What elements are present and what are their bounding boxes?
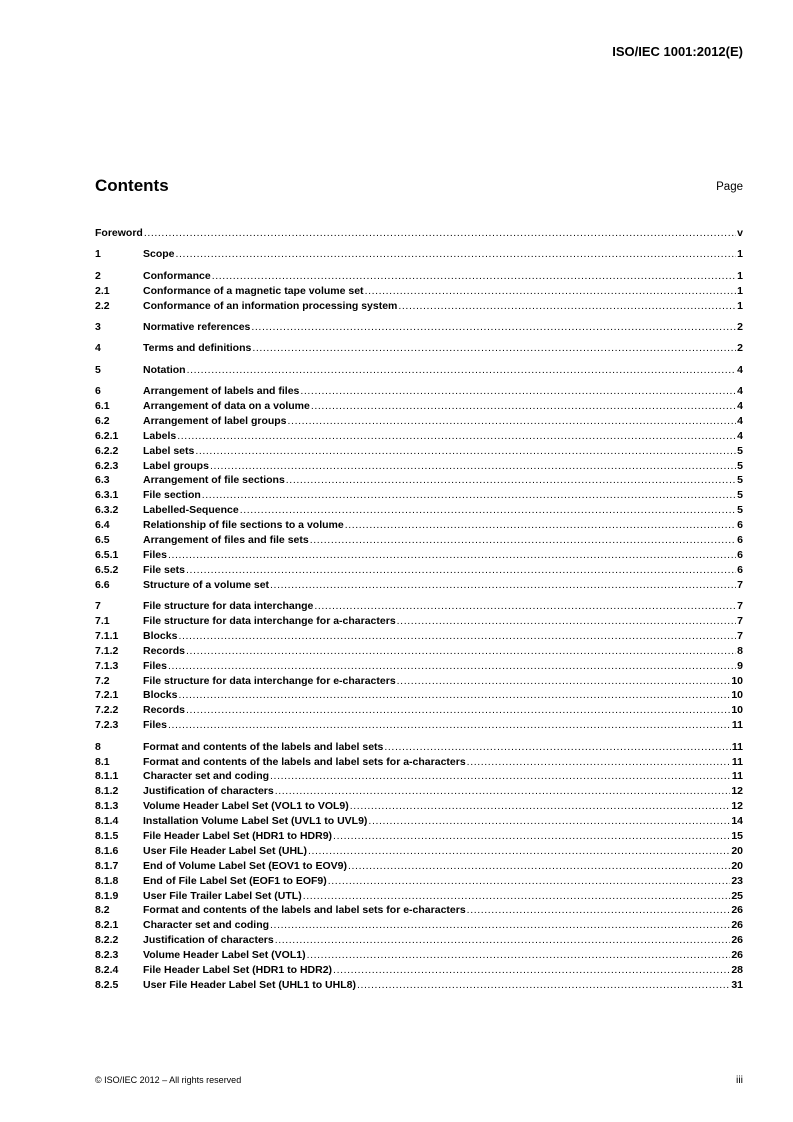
toc-entry[interactable]	[95, 755, 743, 770]
toc-entry-title: File Header Label Set (HDR1 to HDR2)	[143, 963, 333, 976]
toc-dot-leader	[467, 903, 731, 918]
toc-entry-number: 8	[95, 740, 101, 753]
toc-entry[interactable]	[95, 629, 743, 644]
toc-dot-leader	[397, 614, 737, 629]
toc-entry-title: Blocks	[143, 629, 178, 642]
toc-dot-leader	[168, 548, 736, 563]
toc-entry-page: 26	[731, 904, 743, 917]
toc-dot-leader	[368, 814, 730, 829]
toc-entry-page: 8	[737, 644, 743, 657]
toc-entry-title: Format and contents of the labels and label sets for e-characters	[143, 904, 466, 917]
toc-entry-page: 5	[737, 444, 743, 457]
toc-entry-title: Volume Header Label Set (VOL1 to VOL9)	[143, 800, 349, 813]
toc-dot-leader	[144, 226, 736, 241]
toc-entry-page: 4	[737, 429, 743, 442]
toc-entry[interactable]	[95, 718, 743, 733]
toc-entry[interactable]	[95, 459, 743, 474]
toc-entry-number: 7.1.1	[95, 629, 119, 642]
toc-entry-page: 4	[737, 385, 743, 398]
toc-entry-number: 6.3.1	[95, 489, 119, 502]
toc-entry-page: 20	[731, 859, 743, 872]
toc-entry-number: 8.2.5	[95, 978, 119, 991]
toc-entry-number: 8.1.8	[95, 874, 119, 887]
toc-entry-title: Character set and coding	[143, 770, 270, 783]
toc-entry-page: 28	[731, 963, 743, 976]
toc-dot-leader	[397, 674, 731, 689]
toc-entry-title: File structure for data interchange for a-characters	[143, 614, 396, 627]
toc-entry-number: 1	[95, 248, 101, 261]
toc-entry-title: File sets	[143, 563, 186, 576]
toc-dot-leader	[270, 578, 736, 593]
toc-entry-page: 2	[737, 320, 743, 333]
toc-entry[interactable]	[95, 299, 743, 314]
toc-entry-page: 23	[731, 874, 743, 887]
toc-entry-number: 2.1	[95, 284, 110, 297]
toc-entry-number: 7.1.3	[95, 659, 119, 672]
toc-entry-number: 8.2.2	[95, 934, 119, 947]
toc-entry-title: Label groups	[143, 459, 209, 472]
toc-dot-leader	[195, 444, 736, 459]
toc-entry[interactable]	[95, 948, 743, 963]
toc-entry[interactable]	[95, 674, 743, 689]
toc-dot-leader	[168, 718, 731, 733]
toc-dot-leader	[328, 874, 731, 889]
toc-entry-number: 6.6	[95, 578, 110, 591]
toc-entry-title: End of Volume Label Set (EOV1 to EOV9)	[143, 859, 348, 872]
toc-entry-number: 8.1.3	[95, 800, 119, 813]
page-column-label: Page	[716, 181, 743, 193]
toc-entry-number: 6.3	[95, 474, 110, 487]
toc-entry-page: 1	[737, 284, 743, 297]
toc-entry[interactable]	[95, 341, 743, 356]
toc-entry-page: 6	[737, 519, 743, 532]
toc-entry[interactable]	[95, 284, 743, 299]
toc-entry[interactable]	[95, 320, 743, 335]
toc-dot-leader	[345, 518, 736, 533]
toc-entry-number: 6.5.2	[95, 563, 119, 576]
toc-dot-leader	[308, 844, 730, 859]
toc-dot-leader	[187, 363, 737, 378]
toc-dot-leader	[202, 488, 736, 503]
toc-entry-number: 2.2	[95, 299, 110, 312]
toc-entry-title: Records	[143, 704, 186, 717]
toc-entry-title: Labelled-Sequence	[143, 504, 239, 517]
toc-entry-page: 9	[737, 659, 743, 672]
toc-entry[interactable]	[95, 533, 743, 548]
toc-entry-title: Conformance	[143, 269, 211, 282]
toc-entry[interactable]	[95, 644, 743, 659]
toc-dot-leader	[270, 918, 730, 933]
toc-entry-title: Character set and coding	[143, 919, 270, 932]
toc-entry-page: 5	[737, 459, 743, 472]
toc-entry-title: Format and contents of the labels and label sets for a-characters	[143, 755, 466, 768]
toc-entry-page: 26	[731, 919, 743, 932]
toc-entry[interactable]	[95, 688, 743, 703]
toc-entry-page: 1	[737, 269, 743, 282]
toc-entry[interactable]	[95, 548, 743, 563]
toc-entry-number: 3	[95, 320, 101, 333]
toc-entry-number: 7.2.3	[95, 719, 119, 732]
toc-dot-leader	[286, 473, 736, 488]
toc-entry-page: 26	[731, 934, 743, 947]
toc-entry[interactable]	[95, 563, 743, 578]
toc-entry[interactable]	[95, 784, 743, 799]
toc-entry-page: 12	[731, 800, 743, 813]
toc-entry[interactable]	[95, 889, 743, 904]
toc-entry[interactable]	[95, 363, 743, 378]
toc-entry-number: 6.2	[95, 414, 110, 427]
toc-entry[interactable]	[95, 578, 743, 593]
toc-dot-leader	[303, 889, 731, 904]
toc-dot-leader	[275, 933, 731, 948]
toc-entry-number: 8.2.4	[95, 963, 119, 976]
toc-entry-page: 11	[731, 770, 743, 783]
toc-dot-leader	[240, 503, 736, 518]
toc-entry-number: 7.2.2	[95, 704, 119, 717]
toc-entry-title: Structure of a volume set	[143, 578, 270, 591]
toc-entry-number: 4	[95, 342, 101, 355]
toc-entry-number: 6.2.3	[95, 459, 119, 472]
toc-entry-page: 4	[737, 400, 743, 413]
copyright-footer: © ISO/IEC 2012 – All rights reserved	[95, 1075, 242, 1085]
toc-entry[interactable]	[95, 814, 743, 829]
toc-entry-title: Foreword	[95, 227, 143, 239]
toc-entry[interactable]	[95, 874, 743, 889]
contents-title: Contents	[95, 176, 169, 195]
toc-entry-page: v	[737, 227, 743, 239]
toc-dot-leader	[270, 769, 731, 784]
toc-dot-leader	[314, 599, 736, 614]
toc-dot-leader	[176, 247, 737, 262]
toc-entry[interactable]	[95, 978, 743, 993]
toc-entry[interactable]	[95, 599, 743, 614]
toc-entry-page: 6	[737, 548, 743, 561]
toc-entry-title: Conformance of an information processing system	[143, 299, 398, 312]
toc-entry-page: 12	[731, 785, 743, 798]
toc-dot-leader	[398, 299, 736, 314]
toc-dot-leader	[212, 269, 736, 284]
document-id-header: ISO/IEC 1001:2012(E)	[612, 44, 743, 59]
toc-entry-number: 2	[95, 269, 101, 282]
toc-dot-leader	[210, 459, 736, 474]
toc-entry-page: 14	[731, 815, 743, 828]
toc-entry-number: 8.2.1	[95, 919, 119, 932]
toc-entry-page: 6	[737, 534, 743, 547]
toc-entry-page: 7	[737, 614, 743, 627]
toc-entry-number: 8.1.6	[95, 844, 119, 857]
toc-dot-leader	[333, 829, 730, 844]
toc-entry-page: 10	[731, 689, 743, 702]
toc-entry[interactable]	[95, 859, 743, 874]
toc-entry-page: 1	[737, 248, 743, 261]
toc-entry[interactable]	[95, 703, 743, 718]
toc-dot-leader	[348, 859, 730, 874]
toc-entry[interactable]	[95, 399, 743, 414]
toc-entry[interactable]	[95, 740, 743, 755]
toc-dot-leader	[186, 644, 736, 659]
toc-entry[interactable]	[95, 414, 743, 429]
toc-dot-leader	[365, 284, 737, 299]
toc-entry-number: 6.4	[95, 519, 110, 532]
toc-entry-page: 5	[737, 474, 743, 487]
toc-entry-page: 10	[731, 674, 743, 687]
toc-entry-title: Arrangement of files and file sets	[143, 534, 309, 547]
toc-entry-page: 2	[737, 342, 743, 355]
toc-entry-number: 6	[95, 385, 101, 398]
toc-entry-page: 6	[737, 563, 743, 576]
toc-entry-title: Volume Header Label Set (VOL1)	[143, 949, 306, 962]
toc-entry[interactable]	[95, 933, 743, 948]
toc-dot-leader	[186, 563, 736, 578]
toc-entry-title: Arrangement of file sections	[143, 474, 285, 487]
toc-entry-title: User File Trailer Label Set (UTL)	[143, 889, 302, 902]
toc-dot-leader	[350, 799, 731, 814]
toc-dot-leader	[252, 341, 736, 356]
toc-entry[interactable]	[95, 247, 743, 262]
toc-entry-title: Justification of characters	[143, 785, 274, 798]
toc-entry[interactable]	[95, 269, 743, 284]
toc-entry[interactable]	[95, 473, 743, 488]
toc-entry-title: Justification of characters	[143, 934, 274, 947]
toc-entry[interactable]	[95, 829, 743, 844]
toc-entry-title: Files	[143, 548, 167, 561]
toc-entry-title: Format and contents of the labels and label sets	[143, 740, 384, 753]
toc-entry-title: File Header Label Set (HDR1 to HDR9)	[143, 829, 333, 842]
toc-entry-page: 31	[731, 978, 743, 991]
toc-entry-number: 8.1.1	[95, 770, 119, 783]
toc-entry-page: 11	[731, 719, 743, 732]
toc-entry-number: 8.2	[95, 904, 110, 917]
toc-entry-title: Relationship of file sections to a volume	[143, 519, 344, 532]
toc-entry-page: 5	[737, 504, 743, 517]
toc-entry[interactable]	[95, 844, 743, 859]
toc-dot-leader	[307, 948, 731, 963]
toc-dot-leader	[310, 533, 736, 548]
toc-entry[interactable]	[95, 918, 743, 933]
toc-entry[interactable]	[95, 488, 743, 503]
toc-entry-title: Installation Volume Label Set (UVL1 to UVL9)	[143, 815, 368, 828]
toc-entry[interactable]	[95, 518, 743, 533]
toc-dot-leader	[186, 703, 730, 718]
toc-entry-page: 20	[731, 844, 743, 857]
toc-entry[interactable]	[95, 963, 743, 978]
toc-entry-number: 8.1.7	[95, 859, 119, 872]
toc-entry-title: File structure for data interchange	[143, 600, 314, 613]
toc-entry[interactable]	[95, 384, 743, 399]
toc-entry-page: 5	[737, 489, 743, 502]
toc-entry-number: 8.2.3	[95, 949, 119, 962]
toc-dot-leader	[178, 629, 736, 644]
toc-entry[interactable]	[95, 769, 743, 784]
toc-entry-number: 6.5.1	[95, 548, 119, 561]
toc-entry-page: 26	[731, 949, 743, 962]
toc-entry-title: Label sets	[143, 444, 195, 457]
toc-entry-page: 7	[737, 578, 743, 591]
toc-dot-leader	[177, 429, 736, 444]
toc-entry-title: File section	[143, 489, 201, 502]
toc-entry-title: User File Header Label Set (UHL1 to UHL8)	[143, 978, 356, 991]
toc-dot-leader	[300, 384, 736, 399]
toc-entry-title: Notation	[143, 363, 186, 376]
toc-entry-title: Arrangement of label groups	[143, 414, 287, 427]
toc-entry-page: 11	[731, 740, 743, 753]
toc-entry-page: 7	[737, 629, 743, 642]
toc-entry[interactable]	[95, 799, 743, 814]
toc-entry[interactable]	[95, 444, 743, 459]
toc-entry-title: Terms and definitions	[143, 342, 252, 355]
toc-entry[interactable]	[95, 903, 743, 918]
toc-entry-number: 6.3.2	[95, 504, 119, 517]
toc-entry-number: 8.1.5	[95, 829, 119, 842]
toc-entry-title: End of File Label Set (EOF1 to EOF9)	[143, 874, 327, 887]
toc-dot-leader	[178, 688, 730, 703]
toc-entry-page: 10	[731, 704, 743, 717]
toc-entry-title: Arrangement of data on a volume	[143, 400, 310, 413]
toc-entry-number: 6.2.1	[95, 429, 119, 442]
toc-dot-leader	[275, 784, 731, 799]
toc-dot-leader	[311, 399, 736, 414]
toc-entry-number: 6.2.2	[95, 444, 119, 457]
toc-dot-leader	[467, 755, 731, 770]
toc-dot-leader	[384, 740, 731, 755]
toc-entry-title: Files	[143, 719, 167, 732]
toc-entry-title: Labels	[143, 429, 177, 442]
toc-entry-title: Normative references	[143, 320, 251, 333]
toc-dot-leader	[333, 963, 730, 978]
toc-entry-number: 8.1.9	[95, 889, 119, 902]
toc-entry[interactable]	[95, 429, 743, 444]
toc-dot-leader	[168, 659, 736, 674]
toc-entry-title: Arrangement of labels and files	[143, 385, 300, 398]
toc-entry-title: User File Header Label Set (UHL)	[143, 844, 307, 857]
toc-entry-number: 5	[95, 363, 101, 376]
toc-entry-title: Conformance of a magnetic tape volume set	[143, 284, 364, 297]
toc-entry-page: 15	[731, 829, 743, 842]
toc-dot-leader	[357, 978, 730, 993]
toc-entry-number: 7.2.1	[95, 689, 119, 702]
toc-entry-title: Files	[143, 659, 167, 672]
toc-entry-page: 4	[737, 363, 743, 376]
toc-dot-leader	[251, 320, 736, 335]
table-of-contents	[95, 226, 743, 993]
toc-entry[interactable]	[95, 659, 743, 674]
toc-entry[interactable]	[95, 226, 743, 241]
toc-entry-number: 7	[95, 600, 101, 613]
toc-entry-page: 25	[731, 889, 743, 902]
toc-entry-number: 6.5	[95, 534, 110, 547]
toc-entry-page: 7	[737, 600, 743, 613]
toc-entry-number: 7.1.2	[95, 644, 119, 657]
toc-entry-number: 7.1	[95, 614, 110, 627]
toc-entry-title: Records	[143, 644, 186, 657]
toc-entry-title: Blocks	[143, 689, 178, 702]
toc-entry-page: 4	[737, 414, 743, 427]
toc-entry-number: 8.1.4	[95, 815, 119, 828]
toc-entry-number: 6.1	[95, 400, 110, 413]
toc-entry[interactable]	[95, 614, 743, 629]
toc-entry-number: 8.1	[95, 755, 110, 768]
toc-entry-number: 8.1.2	[95, 785, 119, 798]
toc-entry-page: 1	[737, 299, 743, 312]
toc-dot-leader	[288, 414, 737, 429]
toc-entry-title: Scope	[143, 248, 175, 261]
toc-entry-page: 11	[731, 755, 743, 768]
toc-entry[interactable]	[95, 503, 743, 518]
toc-entry-number: 7.2	[95, 674, 110, 687]
toc-entry-title: File structure for data interchange for e-characters	[143, 674, 396, 687]
page-number: iii	[736, 1074, 743, 1086]
